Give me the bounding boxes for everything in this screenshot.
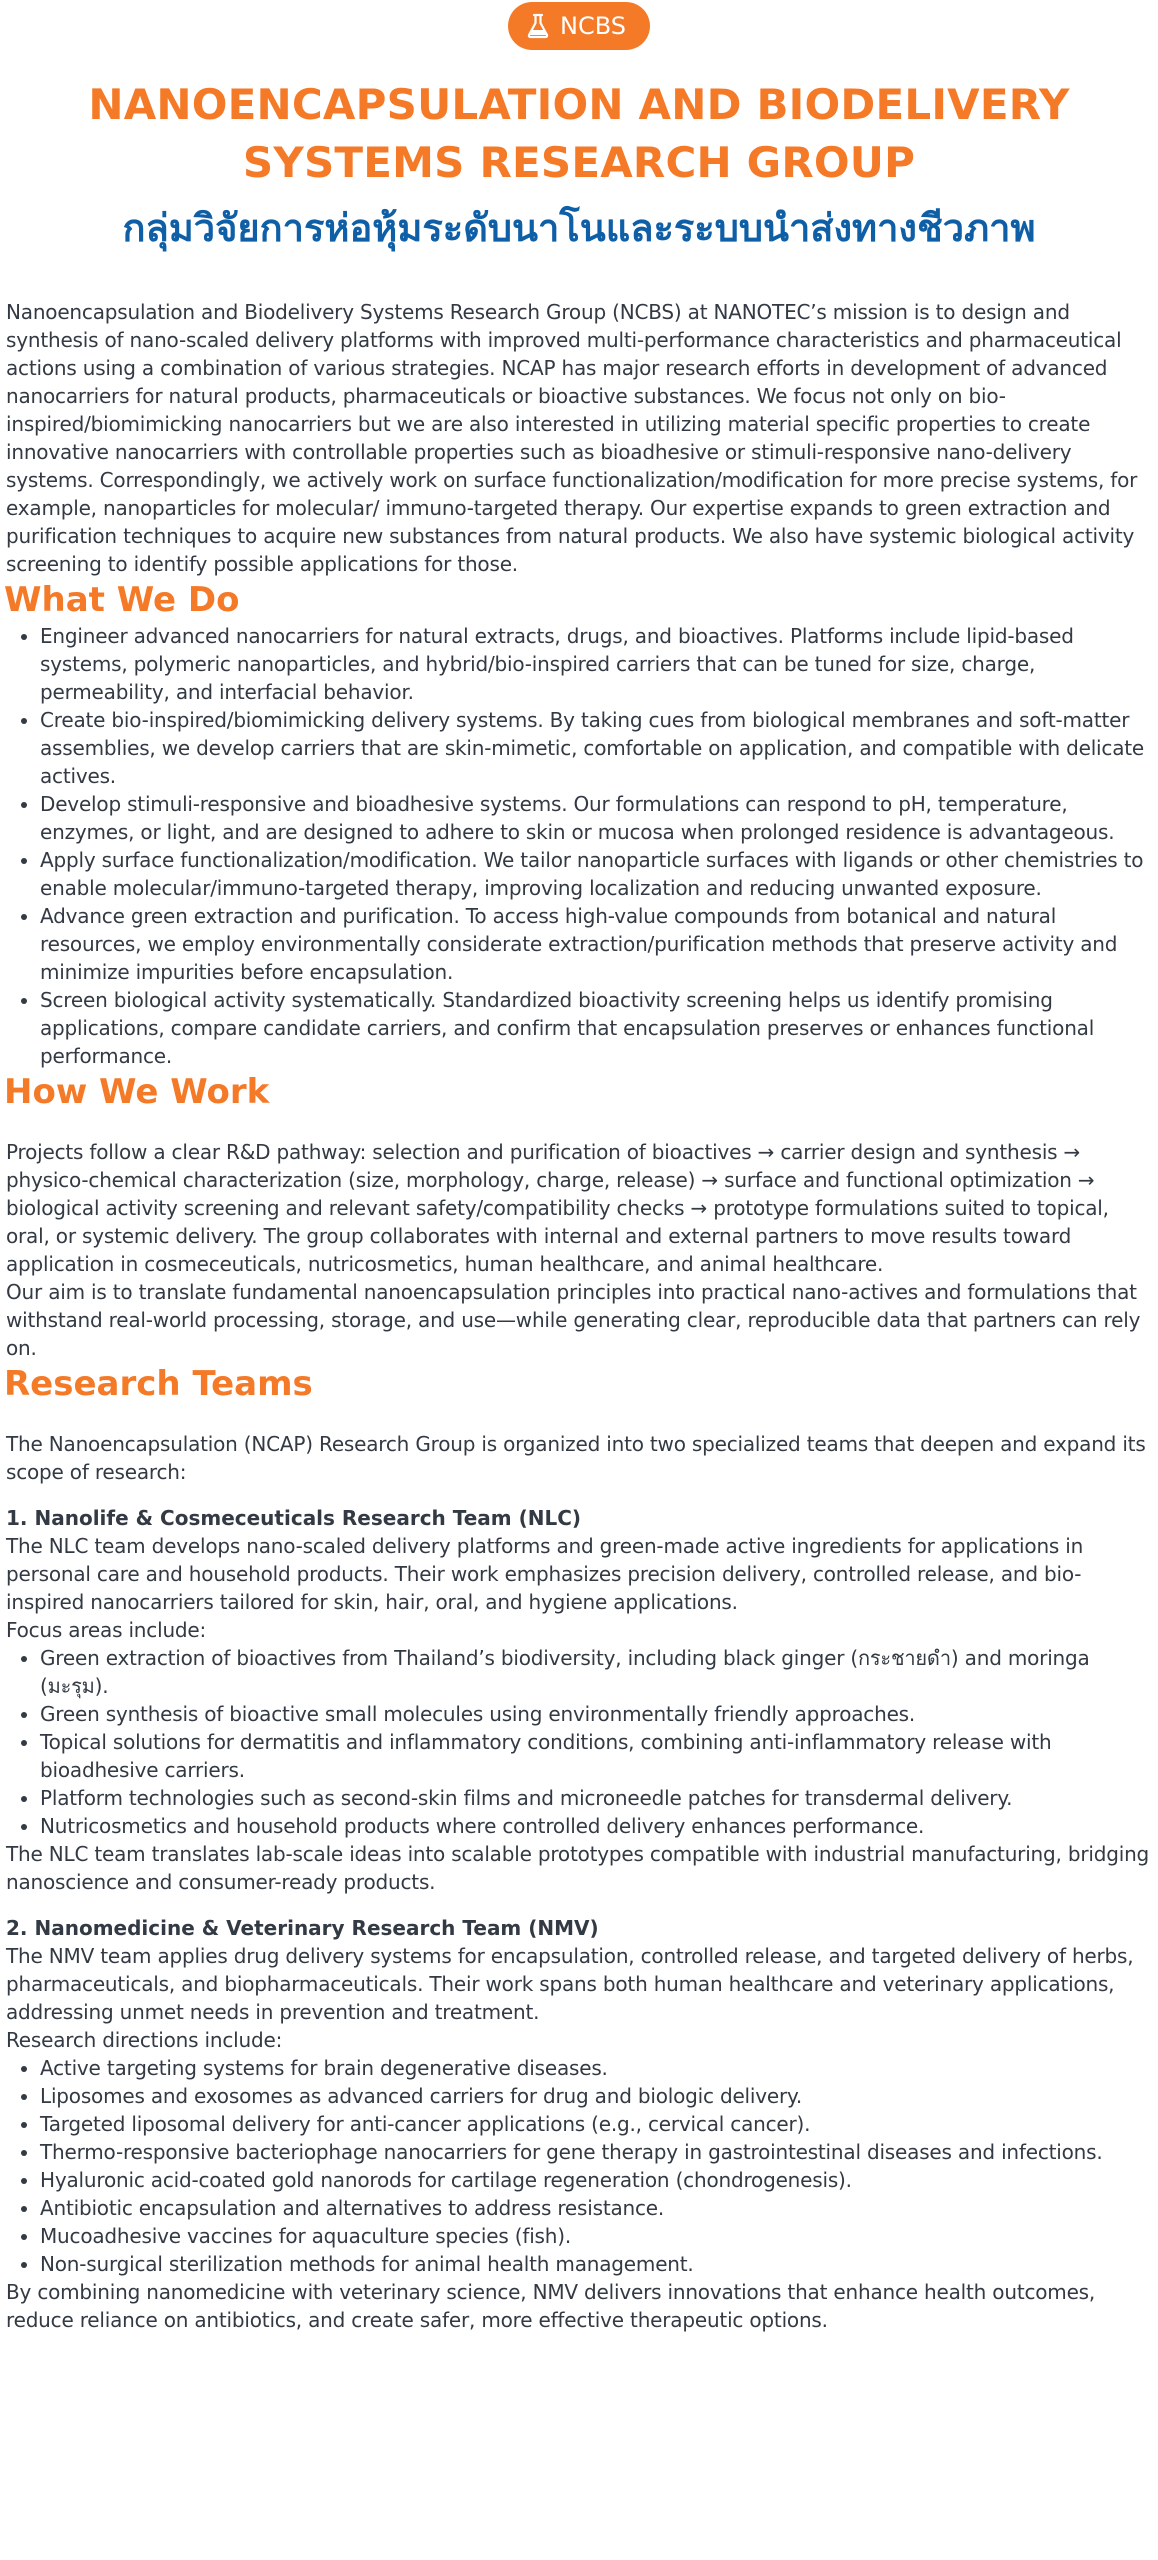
intro-paragraph: Nanoencapsulation and Biodelivery Systems Research Group (NCBS) at NANOTEC’s mission is to design and synthesis of nano-scaled delivery platforms with improved multi-performance characteristics and pharmaceutical actions using a combination of various strategies. NCAP has major research efforts in development of advanced nanocarriers for natural products, pharmaceuticals or bioactive substances. We focus not only on bio-inspired/biomimicking nanocarriers but we are also interested in utilizing material specific properties to create innovative nanocarriers with controllable properties such as bioadhesive or stimuli-responsive nano-delivery systems. Correspondingly, we actively work on surface functionalization/modification for more precise systems, for example, nanoparticles for molecular/ immuno-targeted therapy. Our expertise expands to green extraction and purification techniques to acquire new substances from natural products. We also have systemic biological activity screening to identify possible applications for those. — [6, 300, 1138, 576]
list-item: • Develop stimuli-responsive and bioadhesive systems. Our formulations can respond to pH, temperature, enzymes, or light, and are designed to adhere to skin or mucosa when prolonged residence is advantageous. — [40, 790, 1152, 846]
list-item: • Nutricosmetics and household products where controlled delivery enhances performance. — [40, 1812, 1152, 1840]
nlc-closing: The NLC team translates lab-scale ideas into scalable prototypes compatible with industrial manufacturing, bridging nanoscience and consumer-ready products. — [6, 1842, 1150, 1894]
list-item: • Create bio-inspired/biomimicking delivery systems. By taking cues from biological membranes and soft-matter assemblies, we develop carriers that are skin-mimetic, comfortable on application, and compatible with delicate actives. — [40, 706, 1152, 790]
badge-row — [0, 0, 1158, 50]
how-we-work-paragraph: Projects follow a clear R&D pathway: selection and purification of bioactives → carrier design and synthesis → physico-chemical characterization (size, morphology, charge, release) → surface and functional optimization → biological activity screening and relevant safety/compatibility checks → prototype formulations suited to topical, oral, or systemic delivery. The group collaborates with internal and external partners to move results toward application in cosmeceuticals, nutricosmetics, human healthcare, and animal healthcare. — [6, 1140, 1109, 1276]
how-we-work-aim-paragraph: Our aim is to translate fundamental nanoencapsulation principles into practical nano-actives and formulations that withstand real-world processing, storage, and use—while generating clear, reproducible data that partners can rely on. — [6, 1280, 1141, 1360]
list-item: • Non-surgical sterilization methods for animal health management. — [40, 2250, 1152, 2278]
nmv-team-section — [0, 1914, 1158, 2334]
nlc-team-section — [0, 1504, 1158, 1896]
nmv-closing: By combining nanomedicine with veterinary science, NMV delivers innovations that enhance health outcomes, reduce reliance on antibiotics, and create safer, more effective therapeutic options. — [6, 2280, 1096, 2332]
what-we-do-list — [0, 622, 1158, 1070]
list-item: • Mucoadhesive vaccines for aquaculture species (fish). — [40, 2222, 1152, 2250]
list-item: • Green extraction of bioactives from Thailand’s biodiversity, including black ginger (กระชายดำ) and moringa (มะรุม). — [40, 1644, 1152, 1700]
list-item: • Green synthesis of bioactive small molecules using environmentally friendly approaches. — [40, 1700, 1152, 1728]
nmv-directions-list — [0, 2054, 1158, 2278]
list-item: • Apply surface functionalization/modification. We tailor nanoparticle surfaces with ligands or other chemistries to enable molecular/immuno-targeted therapy, improving localization and reducing unwanted exposure. — [40, 846, 1152, 902]
list-item: • Thermo-responsive bacteriophage nanocarriers for gene therapy in gastrointestinal diseases and infections. — [40, 2138, 1152, 2166]
page-title: NANOENCAPSULATION AND BIODELIVERY SYSTEMS RESEARCH GROUP — [88, 80, 1070, 187]
nmv-focus-label: Research directions include: — [6, 2028, 283, 2052]
list-item: • Liposomes and exosomes as advanced carriers for drug and biologic delivery. — [40, 2082, 1152, 2110]
page-title-thai: กลุ่มวิจัยการห่อหุ้มระดับนาโนและระบบนำส่งทางชีวภาพ — [122, 206, 1036, 250]
badge-label: NCBS — [560, 12, 626, 40]
list-item: • Targeted liposomal delivery for anti-cancer applications (e.g., cervical cancer). — [40, 2110, 1152, 2138]
list-item: • Platform technologies such as second-skin films and microneedle patches for transdermal delivery. — [40, 1784, 1152, 1812]
how-we-work-heading: How We Work — [4, 1072, 270, 1112]
ncbs-badge — [508, 2, 650, 50]
list-item: • Engineer advanced nanocarriers for natural extracts, drugs, and bioactives. Platforms include lipid-based systems, polymeric nanoparticles, and hybrid/bio-inspired carriers that can be tuned for size, charge, permeability, and interfacial behavior. — [40, 622, 1152, 706]
list-item: • Advance green extraction and purification. To access high-value compounds from botanical and natural resources, we employ environmentally considerate extraction/purification methods that preserve activity and minimize impurities before encapsulation. — [40, 902, 1152, 986]
research-teams-heading: Research Teams — [4, 1364, 313, 1404]
what-we-do-heading: What We Do — [4, 580, 240, 620]
list-item: • Topical solutions for dermatitis and inflammatory conditions, combining anti-inflammatory release with bioadhesive carriers. — [40, 1728, 1152, 1784]
nlc-focus-list — [0, 1644, 1158, 1840]
list-item: • Hyaluronic acid-coated gold nanorods for cartilage regeneration (chondrogenesis). — [40, 2166, 1152, 2194]
nlc-team-title: 1. Nanolife & Cosmeceuticals Research Team (NLC) — [6, 1506, 582, 1530]
flask-icon — [526, 13, 550, 39]
nmv-team-description: The NMV team applies drug delivery systems for encapsulation, controlled release, and targeted delivery of herbs, pharmaceuticals, and biopharmaceuticals. Their work spans both human healthcare and veterinary applications, addressing unmet needs in prevention and treatment. — [6, 1944, 1134, 2024]
list-item: • Antibiotic encapsulation and alternatives to address resistance. — [40, 2194, 1152, 2222]
nlc-team-description: The NLC team develops nano-scaled delivery platforms and green-made active ingredients for applications in personal care and household products. Their work emphasizes precision delivery, controlled release, and bio-inspired nanocarriers tailored for skin, hair, oral, and hygiene applications. — [6, 1534, 1084, 1614]
list-item: • Screen biological activity systematically. Standardized bioactivity screening helps us identify promising applications, compare candidate carriers, and confirm that encapsulation preserves or enhances functional performance. — [40, 986, 1152, 1070]
list-item: • Active targeting systems for brain degenerative diseases. — [40, 2054, 1152, 2082]
nlc-focus-label: Focus areas include: — [6, 1618, 207, 1642]
nmv-team-title: 2. Nanomedicine & Veterinary Research Team (NMV) — [6, 1916, 599, 1940]
research-teams-intro: The Nanoencapsulation (NCAP) Research Group is organized into two specialized teams that deepen and expand its scope of research: — [6, 1432, 1146, 1484]
